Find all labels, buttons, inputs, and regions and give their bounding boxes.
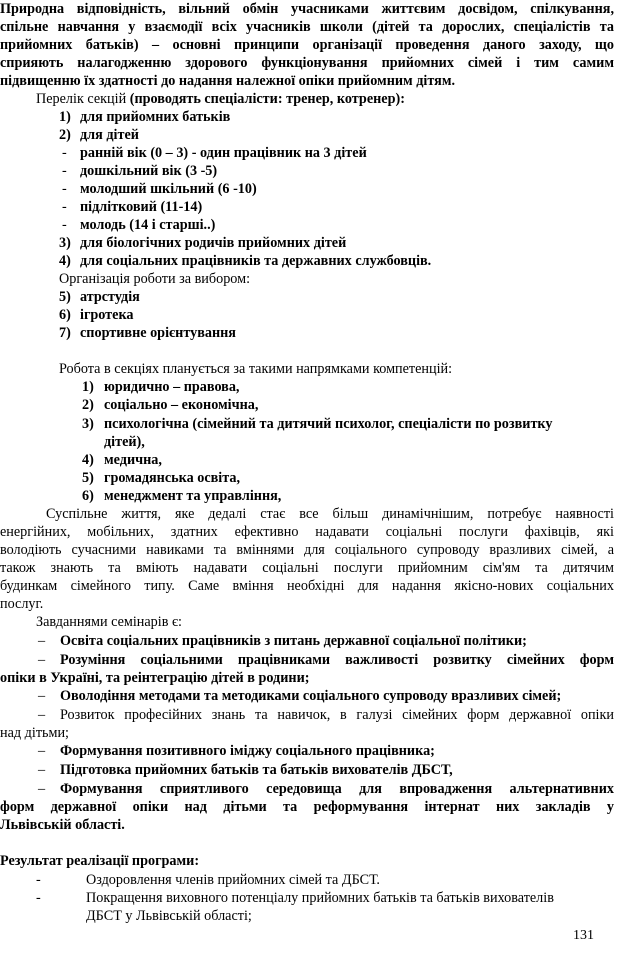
list-marker: 6) — [82, 488, 94, 504]
list-marker: 4) — [82, 452, 94, 468]
list-marker: 5) — [82, 470, 94, 486]
org-heading: Організація роботи за вибором: — [59, 271, 251, 287]
intro-line: прийомних батьків) – основні принципи організації проведення даного заходу, що — [0, 37, 614, 53]
list-item: підлітковий (11-14) — [80, 199, 203, 215]
intro-line: Природна відповідність, вільний обмін учасниками життєвим досвідом, спілкування, — [0, 1, 614, 17]
sections-heading: Перелік секцій (проводять спеціалісти: тренер, котренер): — [36, 91, 405, 107]
dash-marker: – — [38, 652, 46, 668]
list-marker: 3) — [82, 416, 94, 432]
competencies-heading: Робота в секціях планується за такими напрямками компетенцій: — [59, 361, 453, 377]
list-item: соціально – економічна, — [104, 397, 259, 413]
list-marker: - — [62, 145, 67, 161]
dash-marker: – — [38, 762, 46, 778]
list-marker: - — [36, 890, 41, 906]
list-item: молодший шкільний (6 -10) — [80, 181, 257, 197]
task-item: Освіта соціальних працівників з питань державної соціальної політики; — [60, 633, 527, 649]
dash-marker: – — [38, 633, 46, 649]
list-item: спортивне орієнтування — [80, 325, 236, 341]
list-item: для соціальних працівників та державних службовців. — [80, 253, 432, 269]
task-item: Підготовка прийомних батьків та батьків вихователів ДБСТ, — [60, 762, 453, 778]
results-heading: Результат реалізації програми: — [0, 853, 200, 869]
task-item: Розвиток професійних знань та навичок, в галузі сімейних форм державної опіки — [60, 707, 614, 723]
task-item: Формування позитивного іміджу соціального працівника; — [60, 743, 435, 759]
result-item: Покращення виховного потенціалу прийомних батьків та батьків вихователів — [86, 890, 554, 906]
list-item: психологічна (сімейний та дитячий психолог, спеціалісти по розвитку — [104, 416, 553, 432]
paragraph-line: послуг. — [0, 596, 44, 612]
list-marker: - — [62, 163, 67, 179]
list-marker: 6) — [59, 307, 71, 323]
list-marker: 5) — [59, 289, 71, 305]
list-item: ранній вік (0 – 3) - один працівник на 3 дітей — [80, 145, 367, 161]
list-marker: 1) — [82, 379, 94, 395]
list-item: громадянська освіта, — [104, 470, 241, 486]
list-marker: - — [62, 199, 67, 215]
result-item: Оздоровлення членів прийомних сімей та ДБСТ. — [86, 872, 380, 888]
result-item: ДБСТ у Львівській області; — [86, 908, 252, 924]
page-number: 131 — [573, 928, 594, 943]
list-marker: - — [62, 181, 67, 197]
list-item: дітей), — [104, 434, 145, 450]
list-item: дошкільний вік (3 -5) — [80, 163, 218, 179]
task-item: форм державної опіки над дітьми та реформування інтернат них закладів у — [0, 799, 614, 815]
task-item: Оволодіння методами та методиками соціального супроводу вразливих сімей; — [60, 688, 562, 704]
list-item: ігротека — [80, 307, 134, 323]
list-item: атрстудія — [80, 289, 140, 305]
list-item: юридично – правова, — [104, 379, 240, 395]
list-marker: - — [36, 872, 41, 888]
paragraph-line: енергійних, мобільних, здатних ефективно надавати соціальні послуги фахівців, які — [0, 524, 614, 540]
list-item: для біологічних родичів прийомних дітей — [80, 235, 347, 251]
dash-marker: – — [38, 743, 46, 759]
list-marker: 1) — [59, 109, 71, 125]
list-item: для прийомних батьків — [80, 109, 231, 125]
list-item: менеджмент та управління, — [104, 488, 282, 504]
list-item: медична, — [104, 452, 162, 468]
intro-line: підвищенню їх здатності до надання належної опіки прийомним дітям. — [0, 73, 456, 89]
paragraph-line: будинкам сімейного типу. Саме вміння необхідні для надання якісно-нових соціальних — [0, 578, 614, 594]
intro-line: сприяють налагодженню здорового функціонування прийомних сімей і тим самим — [0, 55, 614, 71]
dash-marker: – — [38, 707, 46, 723]
dash-marker: – — [38, 688, 46, 704]
list-marker: 7) — [59, 325, 71, 341]
list-marker: 2) — [59, 127, 71, 143]
list-item: для дітей — [80, 127, 139, 143]
dash-marker: – — [38, 781, 46, 797]
paragraph-line: Суспільне життя, яке дедалі стає все більш динамічнішим, потребує наявності — [46, 506, 614, 522]
task-item: над дітьми; — [0, 725, 69, 741]
task-item: опіки в Україні, та реінтеграцію дітей в родини; — [0, 670, 310, 686]
task-item: Формування сприятливого середовища для впровадження альтернативних — [60, 781, 614, 797]
tasks-heading: Завданнями семінарів є: — [36, 614, 182, 630]
list-marker: 2) — [82, 397, 94, 413]
list-marker: 4) — [59, 253, 71, 269]
paragraph-line: також знають та вміють надавати соціальні послуги прийомним сім'ям та дитячим — [0, 560, 614, 576]
list-marker: - — [62, 217, 67, 233]
task-item: Львівській області. — [0, 817, 125, 833]
intro-line: спільне навчання у взаємодії всіх учасників школи (дітей та дорослих, спеціалістів та — [0, 19, 614, 35]
list-marker: 3) — [59, 235, 71, 251]
task-item: Розуміння соціальними працівниками важливості розвитку сімейних форм — [60, 652, 614, 668]
list-item: молодь (14 і старші..) — [80, 217, 216, 233]
paragraph-line: володіють сучасними навиками та вміннями для соціального супроводу вразливих сімей, а — [0, 542, 614, 558]
